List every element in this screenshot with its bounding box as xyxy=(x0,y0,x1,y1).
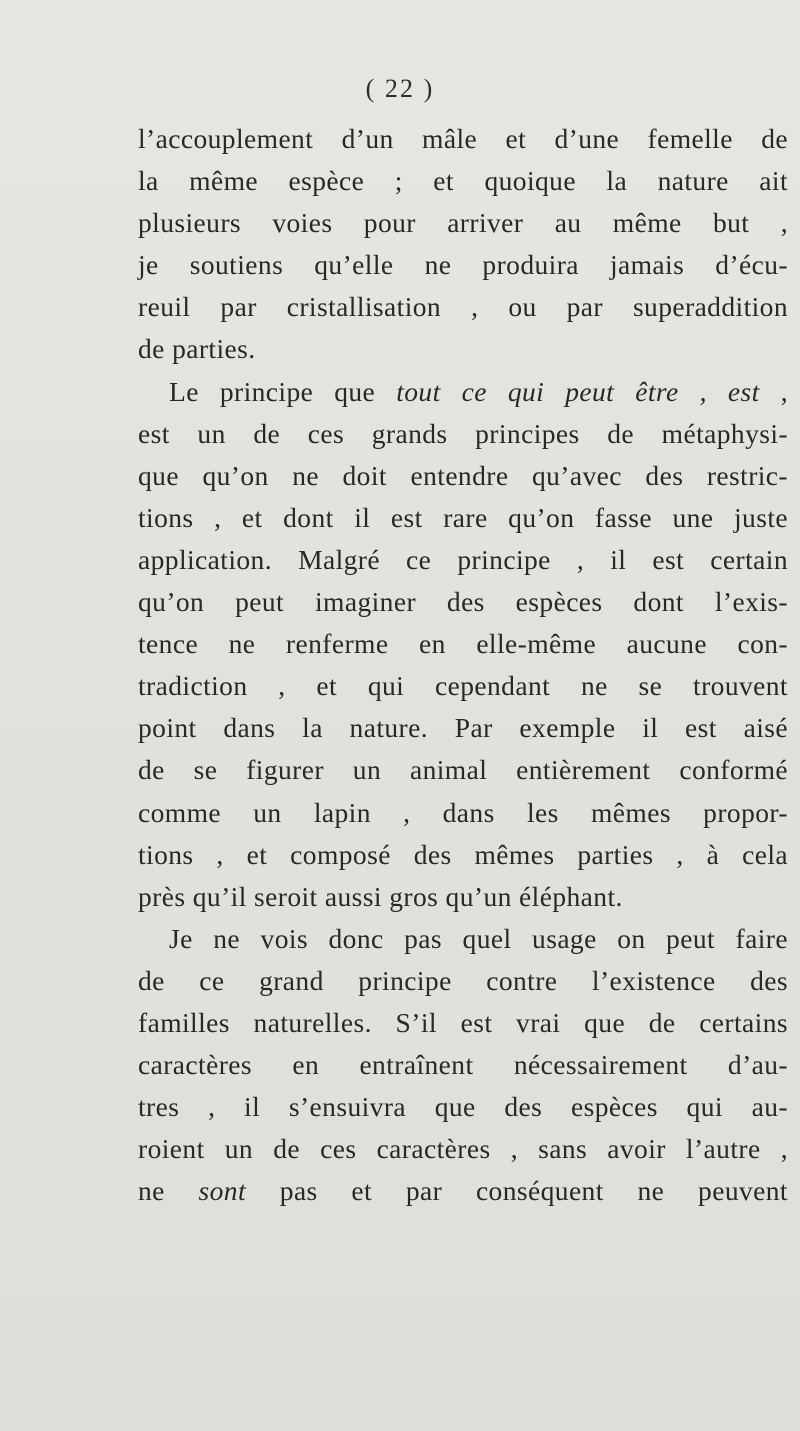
text-line: tence ne renferme en elle-même aucune con- xyxy=(138,628,788,660)
text-line: que qu’on ne doit entendre qu’avec des restric- xyxy=(138,459,788,491)
paragraph-start-line xyxy=(138,371,788,413)
text-line: tions , et dont il est rare qu’on fasse une juste xyxy=(138,501,788,533)
text-segment: , xyxy=(759,375,788,407)
text-segment: Le principe que xyxy=(169,375,397,407)
text-line: reuil par cristallisation , ou par superaddition xyxy=(138,291,788,323)
text-line: la même espèce ; et quoique la nature ait xyxy=(138,165,788,197)
text-line: tres , il s’ensuivra que des espèces qui au- xyxy=(138,1091,788,1123)
italic-word: sont xyxy=(198,1175,247,1207)
text-line: point dans la nature. Par exemple il est aisé xyxy=(138,712,788,744)
text-segment: ne xyxy=(138,1175,199,1207)
text-line: familles naturelles. S’il est vrai que de certains xyxy=(138,1006,788,1038)
text-line: tradiction , et qui cependant ne se trouvent xyxy=(138,670,788,702)
text-line: de parties. xyxy=(138,333,256,365)
text-line: près qu’il seroit aussi gros qu’un éléphant. xyxy=(138,880,623,912)
body-text xyxy=(138,118,788,1212)
paragraph-start-line: Je ne vois donc pas quel usage on peut faire xyxy=(169,922,788,954)
text-line xyxy=(138,1170,788,1212)
text-line: l’accouplement d’un mâle et d’une femelle de xyxy=(138,123,788,154)
text-line: qu’on peut imaginer des espèces dont l’exis- xyxy=(138,586,788,618)
text-line: de ce grand principe contre l’existence des xyxy=(138,964,788,996)
text-segment: pas et par conséquent ne peuvent xyxy=(246,1175,788,1207)
text-line: de se figurer un animal entièrement conformé xyxy=(138,754,788,786)
page-number: ( 22 ) xyxy=(365,74,435,103)
italic-quote: tout ce qui peut être , est xyxy=(396,375,760,407)
text-line: comme un lapin , dans les mêmes propor- xyxy=(138,796,788,828)
text-line: tions , et composé des mêmes parties , à cela xyxy=(138,838,788,870)
text-line: application. Malgré ce principe , il est certain xyxy=(138,543,788,575)
text-line: caractères en entraînent nécessairement d’au- xyxy=(138,1049,788,1081)
text-line: roient un de ces caractères , sans avoir l’autre , xyxy=(138,1133,788,1165)
text-line: je soutiens qu’elle ne produira jamais d’écu- xyxy=(138,249,788,281)
text-line: est un de ces grands principes de métaphysi- xyxy=(138,417,788,449)
text-line: plusieurs voies pour arriver au même but , xyxy=(138,207,788,239)
